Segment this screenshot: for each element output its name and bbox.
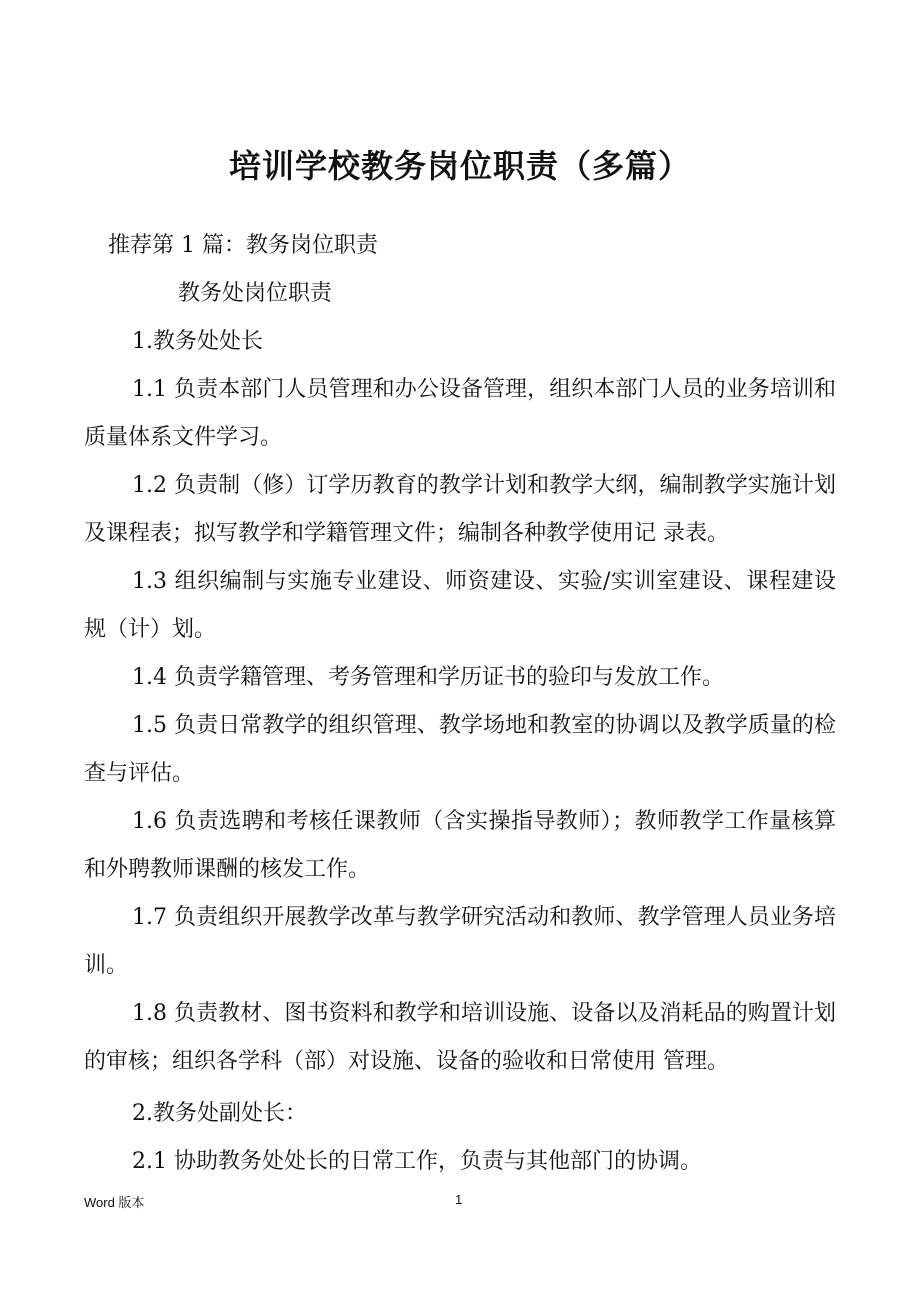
list-item: 1.8 负责教材、图书资料和教学和培训设施、设备以及消耗品的购置计划的审核；组织各学科（部）对设施、设备的验收和日常使用 管理。 bbox=[84, 1001, 836, 1074]
list-item: 1.教务处处长 bbox=[132, 329, 263, 354]
list-item: 1.6 负责选聘和考核任课教师（含实操指导教师）；教师教学工作量核算和外聘教师课酬的核发工作。 bbox=[84, 809, 836, 882]
list-item: 1.7 负责组织开展教学改革与教学研究活动和教师、教学管理人员业务培训。 bbox=[84, 905, 836, 978]
list-item: 2.教务处副处长： bbox=[132, 1101, 307, 1126]
list-item: 1.5 负责日常教学的组织管理、教学场地和教室的协调以及教学质量的检查与评估。 bbox=[84, 713, 836, 786]
list-item: 1.3 组织编制与实施专业建设、师资建设、实验/实训室建设、课程建设 规（计）划。 bbox=[84, 569, 836, 642]
footer-label: Word 版本 bbox=[84, 1195, 145, 1210]
list-item: 2.1 协助教务处处长的日常工作，负责与其他部门的协调。 bbox=[132, 1149, 702, 1174]
list-item: 1.4 负责学籍管理、考务管理和学历证书的验印与发放工作。 bbox=[132, 665, 724, 690]
page-number: 1 bbox=[455, 1192, 463, 1207]
list-item: 1.1 负责本部门人员管理和办公设备管理，组织本部门人员的业务培训和质量体系文件学习。 bbox=[84, 377, 836, 450]
subtitle: 推荐第 1 篇：教务岗位职责 bbox=[108, 233, 378, 258]
list-item: 1.2 负责制（修）订学历教育的教学计划和教学大纲，编制教学实施计划及课程表；拟写教学和学籍管理文件；编制各种教学使用记 录表。 bbox=[84, 473, 836, 546]
document-title: 培训学校教务岗位职责（多篇） bbox=[228, 147, 691, 185]
section-heading: 教务处岗位职责 bbox=[178, 281, 333, 306]
